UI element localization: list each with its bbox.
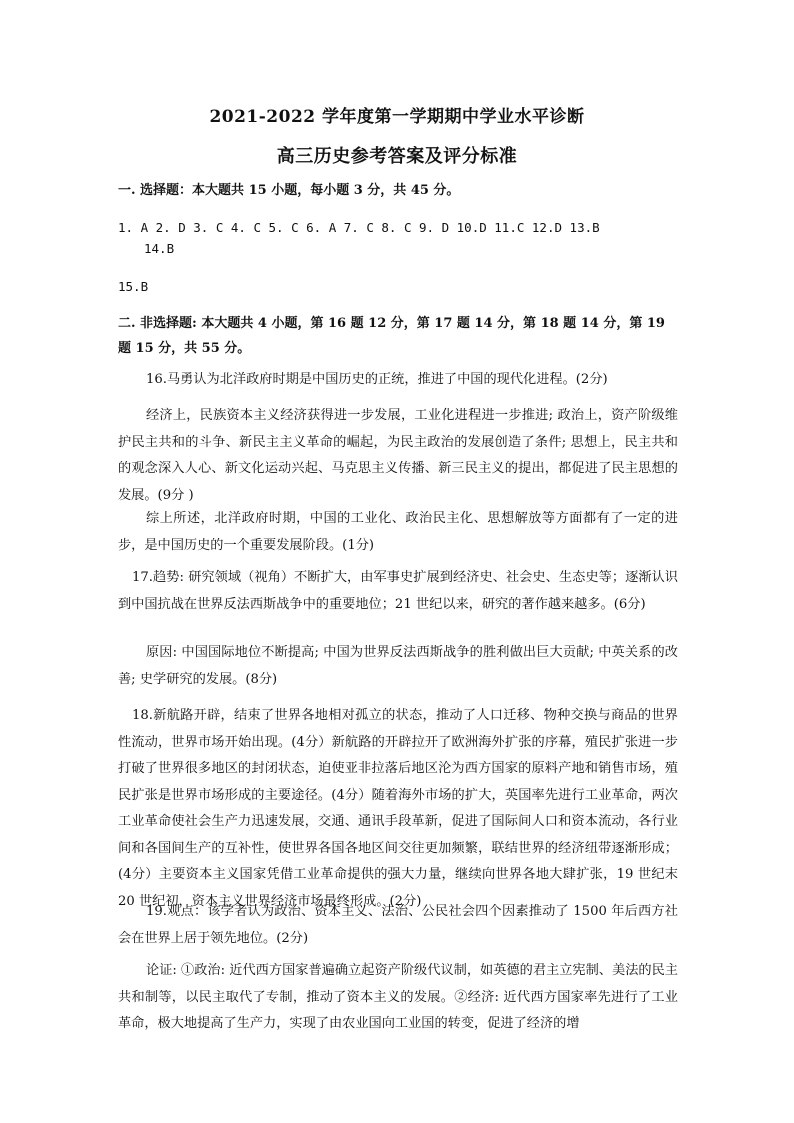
q19-viewpoint: 19.观点：该学者认为政治、资本主义、法治、公民社会四个因素推动了 1500 年后西方社会在世界上居于领先地位。(2分) (118, 904, 678, 946)
q18-answer: 18.新航路开辟，结束了世界各地相对孤立的状态，推动了人口迁移、物种交换与商品的世界性流动，世界市场开始出现。(4分）新航路的开辟拉开了欧洲海外扩张的序幕，殖民扩张进一步打破了世界很多地区的封闭状态，迫使亚非拉落后地区沦为西方国家的原料产地和销售市场，殖民扩张是世界市场形成的主要途径。(4分）随着海外市场的扩大，英国率先进行工业革命，两次工业革命使社会生产力迅速发展，交通、通讯手段革新，促进了国际间人口和资本流动，各行业间和各国间生产的互补性，使世界各国各地区间交往更加频繁，联结世界的经济纽带逐渐形成；(4分）主要资本主义国家凭借工业革命提供的强大力量，继续向世界各地大肆扩张，19 世纪末 20 世纪初，资本主义世界经济市场最终形成。(2分) (118, 708, 678, 909)
document-title: 2021-2022 学年度第一学期期中学业水平诊断 (209, 107, 585, 127)
q16-conclusion: 综上所述，北洋政府时期，中国的工业化、政治民主化、思想解放等方面都有了一定的进步，是中国历史的一个重要发展阶段。(1分) (118, 511, 678, 553)
q17-trend: 17.趋势: 研究领域（视角）不断扩大，由军事史扩展到经济史、社会史、生态史等；逐渐认识到中国抗战在世界反法西斯战争中的重要地位；21 世纪以来，研究的著作越来越多。(6分) (118, 570, 678, 612)
answer-key-line-2: 14.B (144, 241, 175, 256)
q17-reason: 原因: 中国国际地位不断提高; 中国为世界反法西斯战争的胜利做出巨大贡献; 中英关系的改善; 史学研究的发展。(8分) (118, 645, 678, 687)
q19-argument: 论证: ①政治: 近代西方国家普遍确立起资产阶级代议制，如英德的君主立宪制、美法的民主共和制等，以民主取代了专制，推动了资本主义的发展。②经济: 近代西方国家率先进行了工业革命，极大地提高了生产力，实现了由农业国向工业国的转变，促进了经济的增 (118, 963, 678, 1031)
section-heading-non-choice: 二. 非选择题: 本大题共 4 小题，第 16 题 12 分，第 17 题 14 分，第 18 题 14 分，第 19 题 15 分，共 55 分。 (118, 316, 665, 356)
q16-argument: 经济上，民族资本主义经济获得进一步发展，工业化进程进一步推进; 政治上，资产阶级维护民主共和的斗争、新民主主义革命的崛起，为民主政治的发展创造了条件; 思想上，民主共和的观念深入人心、新文化运动兴起、马克思主义传播、新三民主义的提出，都促进了民主思想的发展。(9分 ) (118, 408, 678, 503)
answer-key-line-1: 1. A 2. D 3. C 4. C 5. C 6. A 7. C 8. C 9. D 10.D 11.C 12.D 13.B (118, 220, 600, 235)
section-heading-multiple-choice: 一. 选择题：本大题共 15 小题，每小题 3 分，共 45 分。 (118, 183, 460, 198)
answer-key-line-3: 15.B (118, 279, 149, 294)
document-subtitle: 高三历史参考答案及评分标准 (276, 146, 518, 167)
q16-viewpoint: 16.马勇认为北洋政府时期是中国历史的正统，推进了中国的现代化进程。(2分) (146, 372, 608, 387)
